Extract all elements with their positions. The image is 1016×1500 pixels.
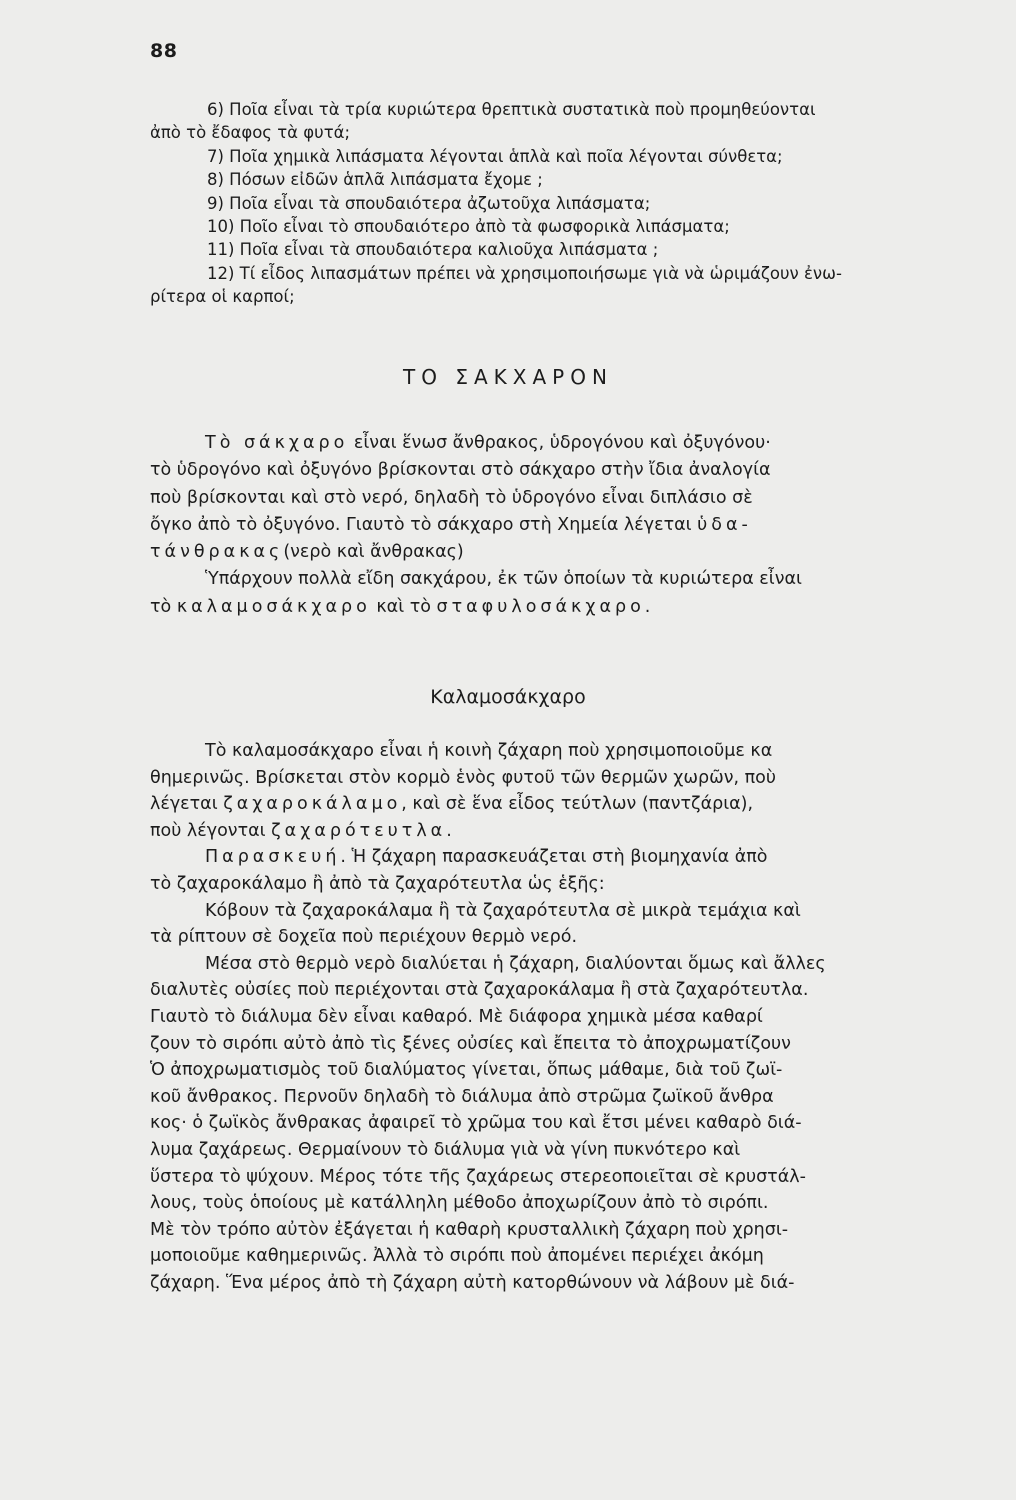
text-span: εἶναι ἕνωσ ἄνθρακος, ὑδρογόνου καὶ ὀξυγόνου· (348, 433, 771, 453)
text-line (150, 818, 940, 845)
term: Παρασκευή (205, 847, 341, 868)
question-8: 8) Πόσων εἰδῶν ἁπλᾶ λιπάσματα ἔχομε ; (207, 170, 543, 190)
text-line (150, 512, 940, 539)
text-line: τὰ ρίπτουν σὲ δοχεῖα ποὺ περιέχουν θερμὸ νερό. (150, 927, 578, 948)
text-line: Ὑπάρχουν πολλὰ εἴδη σακχάρου, ἐκ τῶν ὁποίων τὰ κυριώτερα εἶναι (205, 569, 802, 590)
text-line: κος· ὁ ζωϊκὸς ἄνθρακας ἀφαιρεῖ τὸ χρῶμα του καὶ ἔτσι μένει καθαρὸ διά- (150, 1113, 802, 1134)
text-span: . Ἡ ζάχαρη παρασκευάζεται στὴ βιομηχανία ἀπὸ (340, 847, 768, 868)
text-span: λέγεται (150, 794, 224, 815)
text-line (150, 594, 940, 621)
review-questions (150, 98, 940, 309)
question-6: 6) Ποῖα εἶναι τὰ τρία κυριώτερα θρεπτικὰ συστατικὰ ποὺ προμηθεύονται (207, 100, 816, 119)
question-12: 12) Τί εἶδος λιπασμάτων πρέπει νὰ χρησιμοποιήσωμε γιὰ νὰ ὡριμάζουν ἐνω- (207, 263, 842, 283)
cane-sugar-text (150, 738, 940, 1296)
question-12-continuation: ρίτερα οἱ καρποί; (150, 287, 295, 307)
text-line: ζουν τὸ σιρόπι αὐτὸ ἀπὸ τὶς ξένες οὐσίες καὶ ἔπειτα τὸ ἀποχρωματίζουν (150, 1033, 791, 1054)
text-line: ποὺ βρίσκονται καὶ στὸ νερό, δηλαδὴ τὸ ὑδρογόνο εἶναι διπλάσιο σὲ (150, 487, 753, 508)
term: σταφυλοσάκχαρο (436, 596, 645, 617)
term: τάνθρακας (150, 542, 284, 563)
text-span: ποὺ λέγονται (150, 820, 272, 841)
question-10: 10) Ποῖο εἶναι τὸ σπουδαιότερο ἀπὸ τὰ φωσφορικὰ λιπάσματα; (207, 217, 730, 237)
text-line: Κόβουν τὰ ζαχαροκάλαμα ἢ τὰ ζαχαρότευτλα σὲ μικρὰ τεμάχια καὶ (205, 900, 801, 921)
text-line: θημερινῶς. Βρίσκεται στὸν κορμὸ ἑνὸς φυτοῦ τῶν θερμῶν χωρῶν, ποὺ (150, 767, 777, 788)
text-line: τὸ ὑδρογόνο καὶ ὀξυγόνο βρίσκονται στὸ σάκχαρο στὴν ἴδια ἀναλογία (150, 460, 771, 481)
text-span: καὶ τὸ (370, 596, 437, 617)
text-span: , καὶ σὲ ἕνα εἶδος τεύτλων (παντζάρια), (401, 794, 754, 815)
sugar-intro (150, 430, 940, 621)
text-line: Ὁ ἀποχρωματισμὸς τοῦ διαλύματος γίνεται, ὅπως μάθαμε, διὰ τοῦ ζωϊ- (150, 1060, 783, 1081)
text-line (150, 791, 940, 818)
text-line: ὕστερα τὸ ψύχουν. Μέρος τότε τῆς ζαχάρεως στερεοποιεῖται σὲ κρυστάλ- (150, 1166, 806, 1187)
text-line: λους, τοὺς ὁποίους μὲ κατάλληλη μέθοδο ἀποχωρίζουν ἀπὸ τὸ σιρόπι. (150, 1193, 769, 1214)
term: ὑδα- (697, 514, 752, 535)
text-line (150, 844, 940, 871)
text-line: Τὸ καλαμοσάκχαρο εἶναι ἡ κοινὴ ζάχαρη ποὺ χρησιμοποιοῦμε κα (205, 741, 773, 761)
text-line: λυμα ζαχάρεως. Θερμαίνουν τὸ διάλυμα γιὰ νὰ γίνη πυκνότερο καὶ (150, 1139, 741, 1160)
text-line (150, 539, 940, 566)
text-span: . (644, 596, 651, 617)
question-11: 11) Ποῖα εἶναι τὰ σπουδαιότερα καλιοῦχα λιπάσματα ; (207, 240, 659, 260)
section-title: ΤΟ ΣΑΚΧΑΡΟΝ (403, 365, 613, 389)
subsection-title: Καλαμοσάκχαρο (430, 686, 586, 708)
term: Τὸ σάκχαρο (205, 433, 349, 453)
page-number: 88 (150, 40, 178, 62)
term: καλαμοσάκχαρο (176, 596, 371, 617)
text-line: Γιαυτὸ τὸ διάλυμα δὲν εἶναι καθαρό. Μὲ διάφορα χημικὰ μέσα καθαρί (150, 1006, 763, 1027)
text-line (150, 430, 940, 457)
term: ζαχαρότευτλα (271, 820, 447, 841)
text-line: κοῦ ἄνθρακος. Περνοῦν δηλαδὴ τὸ διάλυμα ἀπὸ στρῶμα ζωϊκοῦ ἄνθρα (150, 1086, 774, 1107)
text-span: τὸ (150, 596, 177, 617)
question-9: 9) Ποῖα εἶναι τὰ σπουδαιότερα ἀζωτοῦχα λιπάσματα; (207, 193, 651, 213)
question-6-continuation: ἀπὸ τὸ ἔδαφος τὰ φυτά; (150, 123, 351, 143)
text-span: ὄγκο ἀπὸ τὸ ὀξυγόνο. Γιαυτὸ τὸ σάκχαρο στὴ Χημεία λέγεται (150, 514, 698, 535)
text-line: μοποιοῦμε καθημερινῶς. Ἀλλὰ τὸ σιρόπι ποὺ ἀπομένει περιέχει ἀκόμη (150, 1246, 764, 1267)
term: ζαχαροκάλαμο (223, 794, 402, 815)
text-line: διαλυτὲς οὐσίες ποὺ περιέχονται στὰ ζαχαροκάλαμα ἢ στὰ ζαχαρότευτλα. (150, 980, 809, 1001)
text-line: Μὲ τὸν τρόπο αὐτὸν ἐξάγεται ἡ καθαρὴ κρυσταλλικὴ ζάχαρη ποὺ χρησι- (150, 1219, 789, 1240)
text-span: . (446, 820, 452, 841)
text-line: Μέσα στὸ θερμὸ νερὸ διαλύεται ἡ ζάχαρη, διαλύονται ὅμως καὶ ἄλλες (205, 953, 826, 974)
text-line: τὸ ζαχαροκάλαμο ἢ ἀπὸ τὰ ζαχαρότευτλα ὡς ἑξῆς: (150, 873, 605, 894)
question-7: 7) Ποῖα χημικὰ λιπάσματα λέγονται ἁπλὰ καὶ ποῖα λέγονται σύνθετα; (207, 146, 783, 166)
text-span: (νερὸ καὶ ἄνθρακας) (283, 542, 464, 563)
text-line: ζάχαρη. Ἕνα μέρος ἀπὸ τὴ ζάχαρη αὐτὴ κατορθώνουν νὰ λάβουν μὲ διά- (150, 1272, 795, 1293)
